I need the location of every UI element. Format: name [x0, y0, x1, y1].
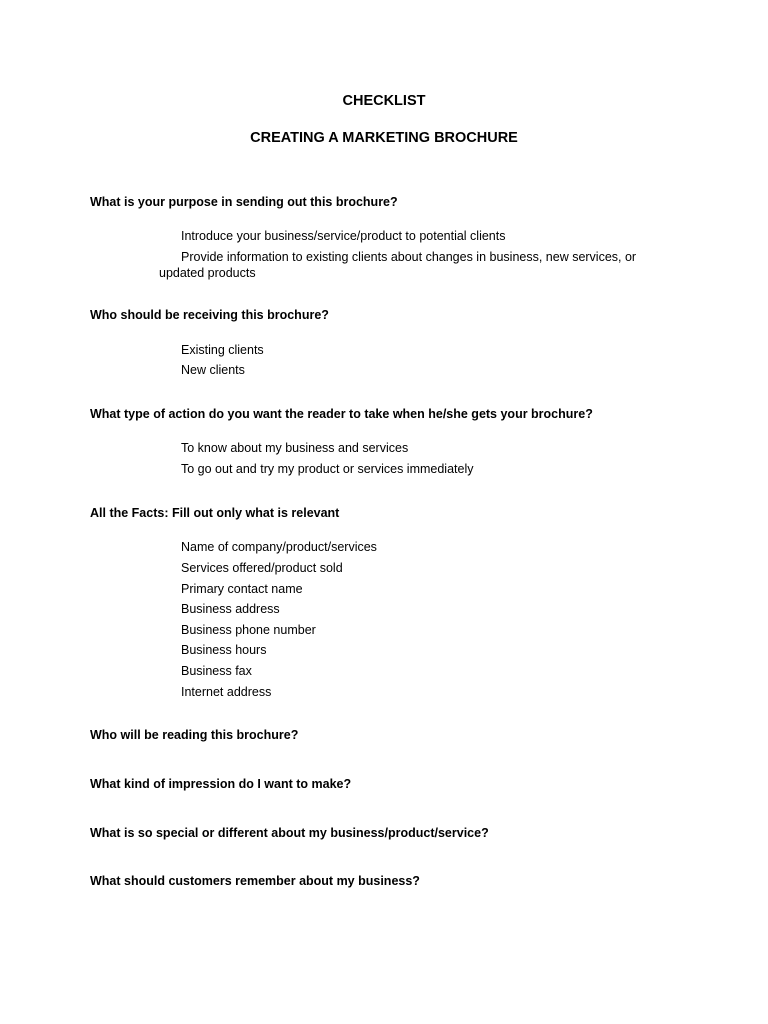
- option-item: Business address: [181, 602, 280, 616]
- option-item: Primary contact name: [181, 582, 303, 596]
- question-action: What type of action do you want the reader to take when he/she gets your brochure?: [90, 407, 593, 421]
- question-purpose: What is your purpose in sending out this brochure?: [90, 195, 398, 209]
- question-facts: All the Facts: Fill out only what is relevant: [90, 506, 340, 520]
- option-item: Business hours: [181, 643, 267, 657]
- question-special: What is so special or different about my business/product/service?: [90, 826, 489, 840]
- question-readers: Who will be reading this brochure?: [90, 728, 299, 742]
- option-item: Internet address: [181, 685, 272, 699]
- option-item: Services offered/product sold: [181, 561, 343, 575]
- option-item: Business fax: [181, 664, 252, 678]
- question-recipients: Who should be receiving this brochure?: [90, 308, 329, 322]
- document-subtitle: CREATING A MARKETING BROCHURE: [250, 130, 518, 146]
- option-item: Provide information to existing clients about changes in business, new services, or updated products: [159, 250, 637, 280]
- option-item: To go out and try my product or services immediately: [181, 462, 474, 476]
- option-item: Existing clients: [181, 343, 264, 357]
- option-item: New clients: [181, 363, 245, 377]
- option-item: Name of company/product/services: [181, 540, 377, 554]
- question-remember: What should customers remember about my business?: [90, 874, 420, 888]
- option-item: To know about my business and services: [181, 441, 409, 455]
- option-item: Business phone number: [181, 623, 316, 637]
- document-title: CHECKLIST: [342, 93, 426, 109]
- option-item: Introduce your business/service/product to potential clients: [181, 229, 506, 243]
- question-impression: What kind of impression do I want to make?: [90, 777, 352, 791]
